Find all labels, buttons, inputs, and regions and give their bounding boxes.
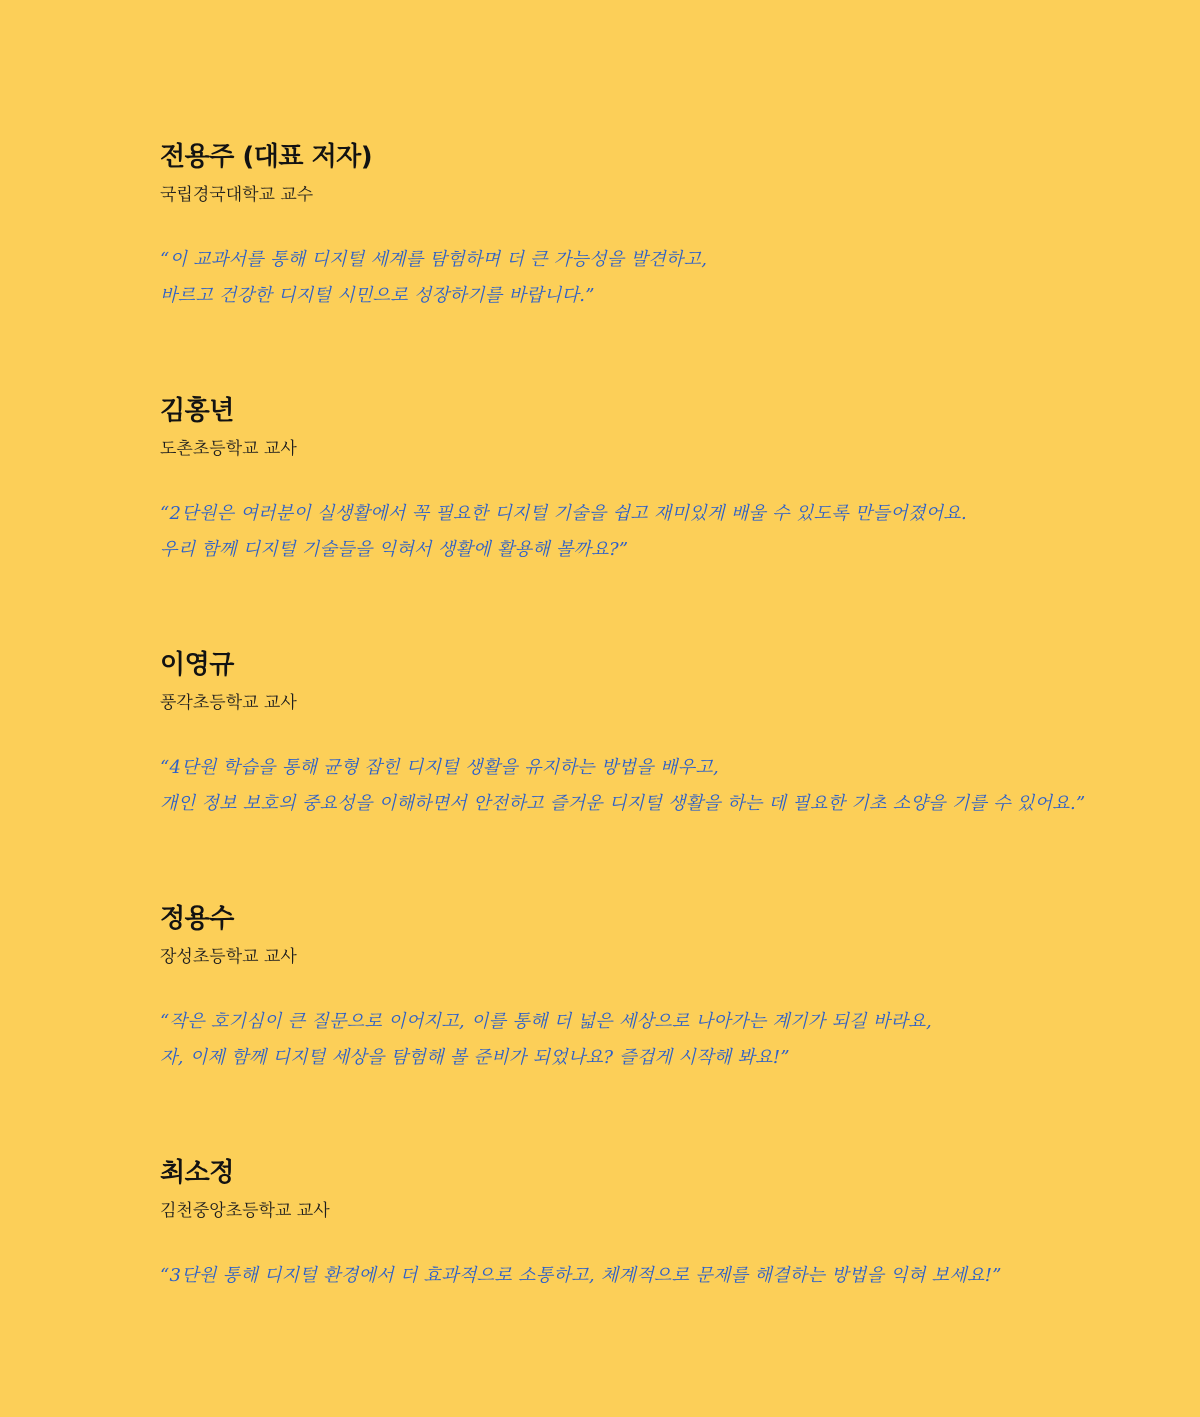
author-message [160,242,1120,314]
author-entry [160,1156,1120,1294]
message-line: “작은 호기심이 큰 질문으로 이어지고, 이를 통해 더 넓은 세상으로 나아가는 계기가 되길 바라요, [160,1011,932,1032]
author-affiliation: 도촌초등학교 교사 [160,439,297,459]
author-name: 김홍년 [160,396,234,426]
message-line: “2단원은 여러분이 실생활에서 꼭 필요한 디지털 기술을 쉽고 재미있게 배울 수 있도록 만들어졌어요. [160,503,968,524]
author-name: 이영규 [160,650,234,680]
author-name: 전용주 (대표 저자) [160,142,373,172]
message-line: 개인 정보 보호의 중요성을 이해하면서 안전하고 즐거운 디지털 생활을 하는 데 필요한 기초 소양을 기를 수 있어요.” [160,793,1086,814]
message-line: “4단원 학습을 통해 균형 잡힌 디지털 생활을 유지하는 방법을 배우고, [160,757,720,778]
author-entry [160,394,1120,568]
author-message [160,496,1120,568]
author-message [160,1004,1120,1076]
message-line: 바르고 건강한 디지털 시민으로 성장하기를 바랍니다.” [160,285,595,306]
author-affiliation: 국립경국대학교 교수 [160,185,314,205]
author-affiliation: 풍각초등학교 교사 [160,693,297,713]
author-entry [160,140,1120,314]
author-entry [160,902,1120,1076]
author-affiliation: 장성초등학교 교사 [160,947,297,967]
message-line: 자, 이제 함께 디지털 세상을 탐험해 볼 준비가 되었나요? 즐겁게 시작해 봐요!” [160,1047,790,1068]
author-name: 최소정 [160,1158,234,1188]
author-name: 정용수 [160,904,234,934]
author-message [160,750,1120,822]
author-affiliation: 김천중앙초등학교 교사 [160,1201,330,1221]
message-line: 우리 함께 디지털 기술들을 익혀서 생활에 활용해 볼까요?” [160,539,629,560]
author-entry [160,648,1120,822]
author-message [160,1258,1120,1294]
message-line: “이 교과서를 통해 디지털 세계를 탐험하며 더 큰 가능성을 발견하고, [160,249,708,270]
message-line: “3단원 통해 디지털 환경에서 더 효과적으로 소통하고, 체계적으로 문제를 해결하는 방법을 익혀 보세요!” [160,1265,1002,1286]
